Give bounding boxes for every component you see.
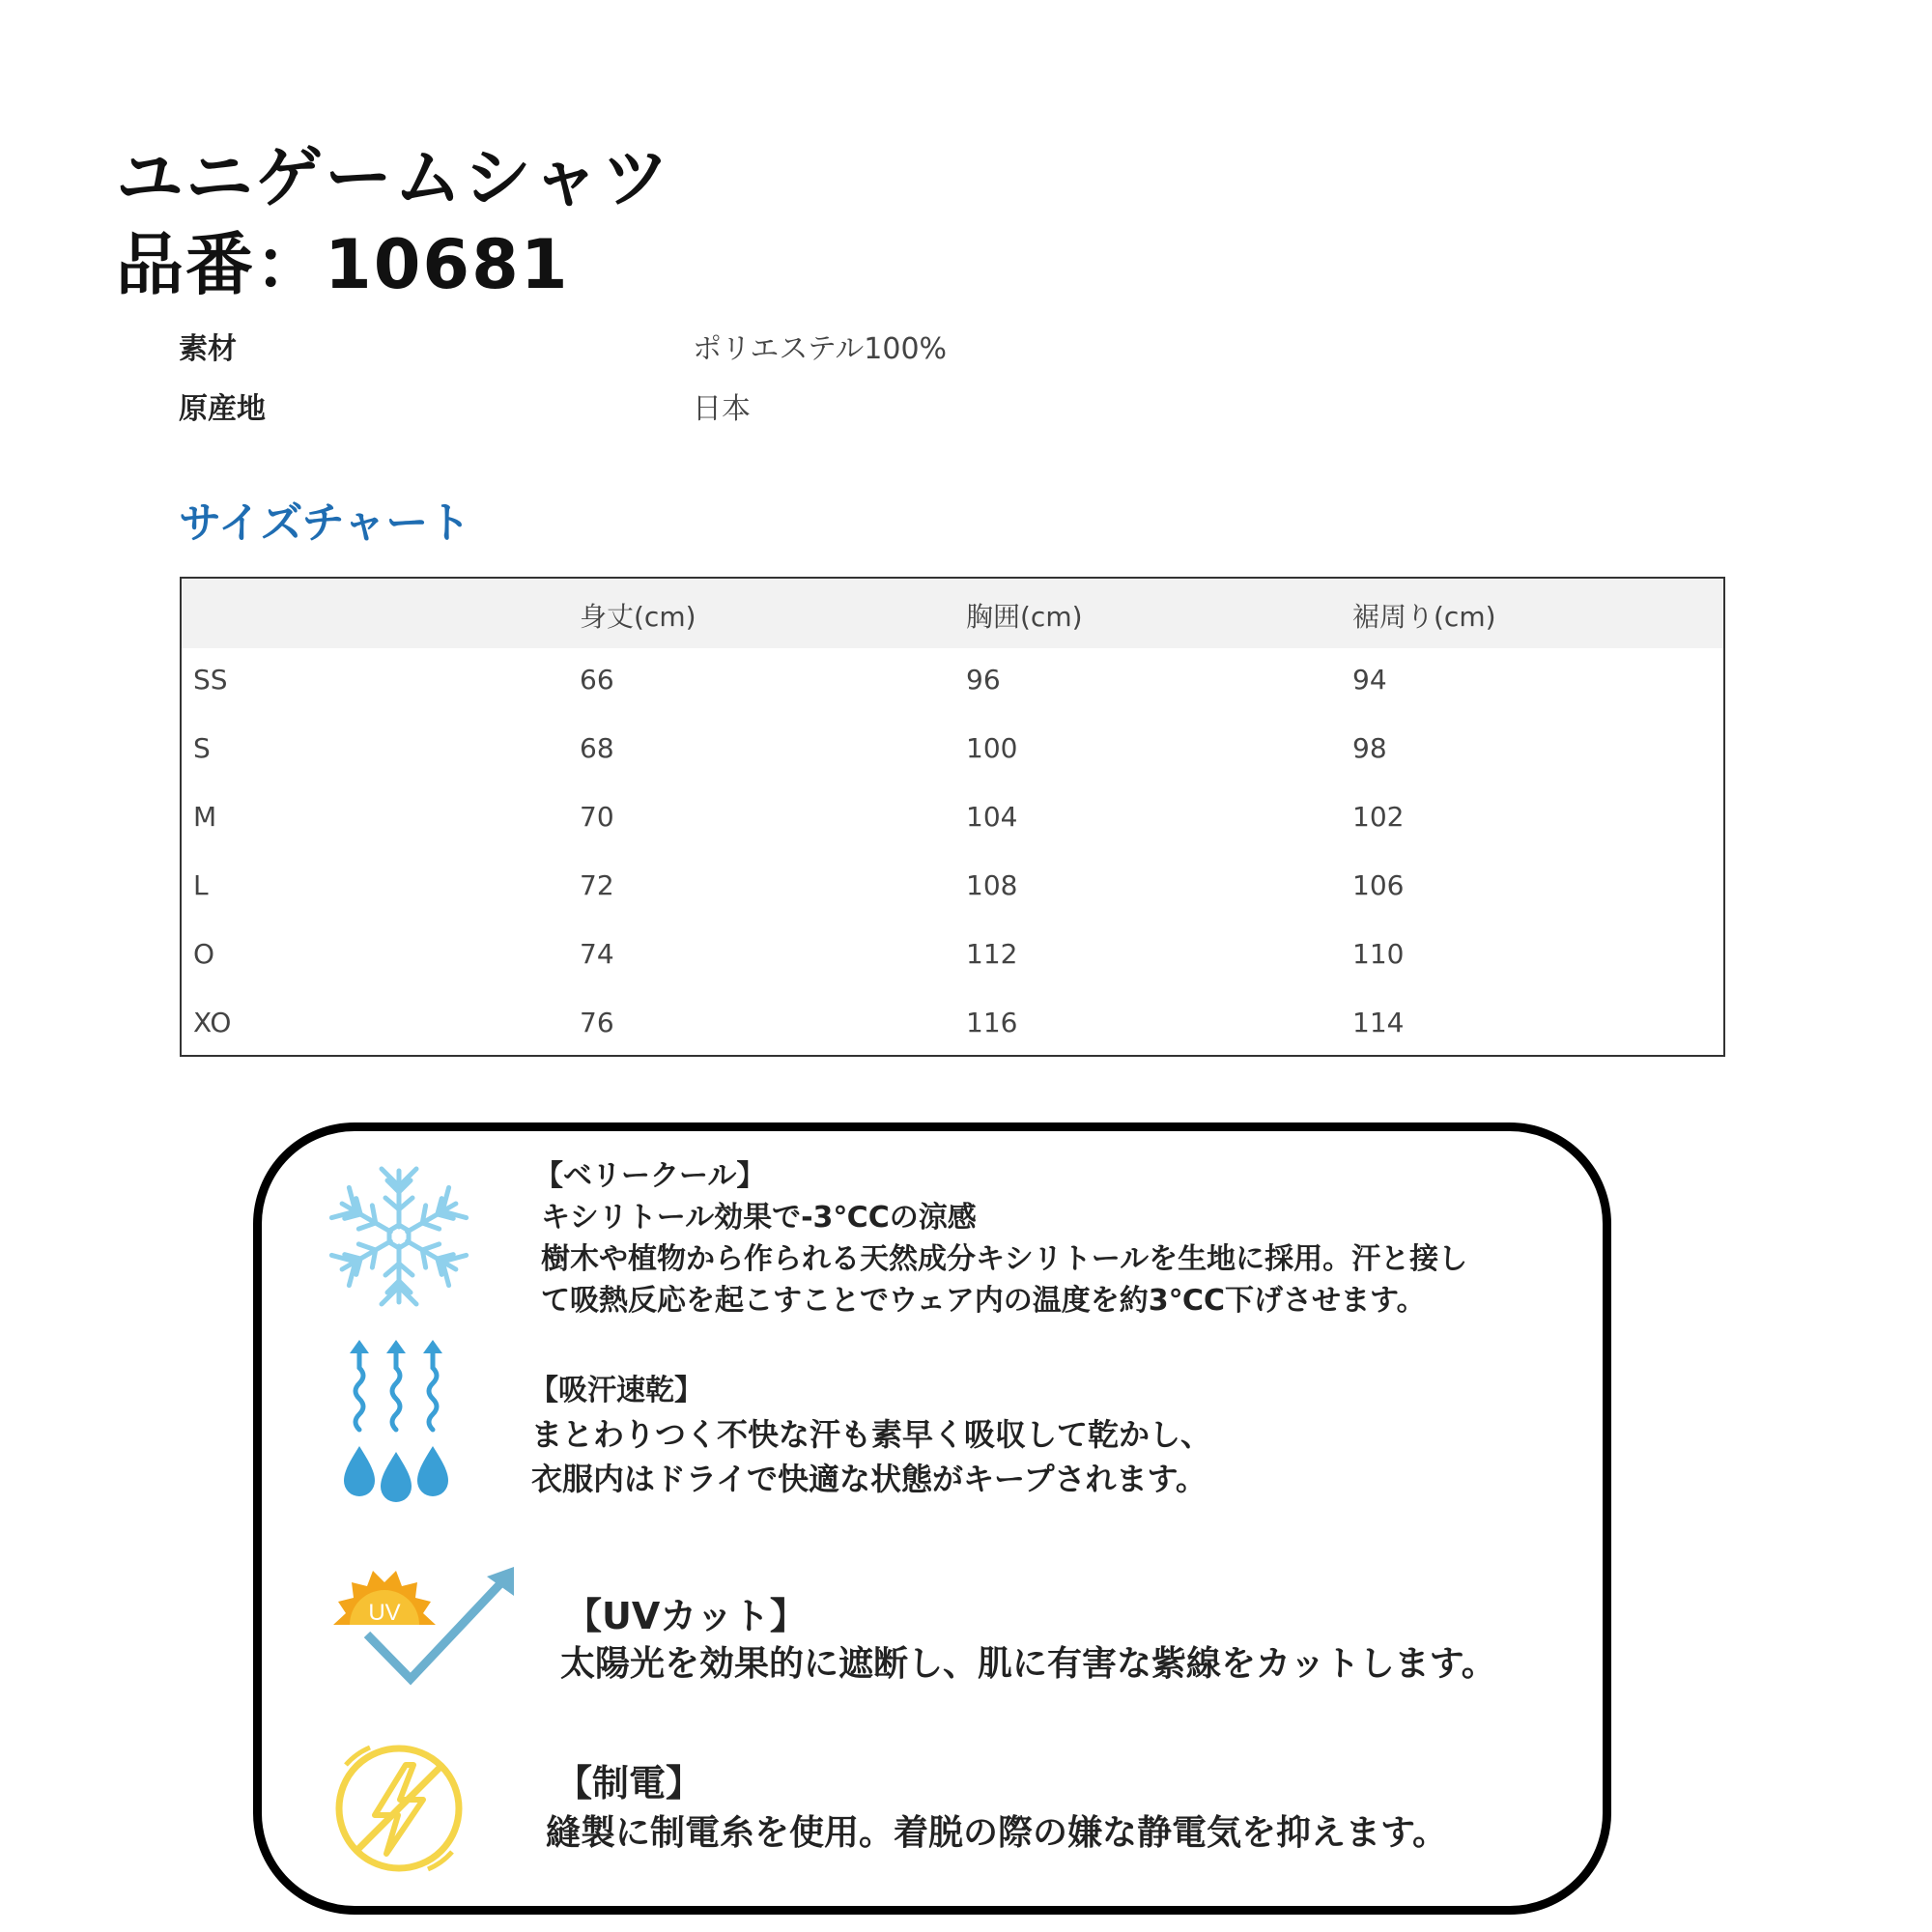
hem-cell: 106 [1352,869,1405,901]
column-header-chest: 胸囲(cm) [966,601,1083,633]
length-cell: 66 [580,664,614,696]
feature-cool-line: 樹木や植物から作られる天然成分キシリトールを生地に採用。汗と接し [541,1242,1468,1276]
feature-cool-line: キシリトール効果で-3℃Cの涼感 [541,1201,977,1235]
snowflake-icon [327,1164,471,1309]
spec-value-origin: 日本 [693,392,751,426]
feature-cool-title: 【ベリークール】 [534,1159,766,1193]
sweat-wicking-icon [340,1338,456,1507]
spec-label-material: 素材 [179,332,237,366]
hem-cell: 98 [1352,732,1387,764]
hem-cell: 102 [1352,801,1405,833]
product-name: ユニゲームシャツ [116,138,671,217]
feature-cool-line: て吸熱反応を起こすことでウェア内の温度を約3℃C下げさせます。 [541,1284,1426,1318]
product-code: 品番：10681 [116,225,570,304]
size-chart-heading: サイズチャート [179,498,471,548]
feature-uv-title: 【UVカット】 [565,1595,807,1637]
length-cell: 72 [580,869,614,901]
hem-cell: 114 [1352,1007,1405,1038]
column-header-hem: 裾周り(cm) [1352,601,1496,633]
spec-value-material: ポリエステル100% [693,332,948,366]
feature-static-title: 【制電】 [555,1762,703,1804]
feature-uv-line: 太陽光を効果的に遮断し、肌に有害な紫線をカットします。 [560,1644,1496,1684]
size-cell: S [193,732,211,764]
uv-cut-icon [328,1565,522,1695]
size-cell: SS [193,664,228,696]
size-cell: O [193,938,215,970]
chest-cell: 116 [966,1007,1018,1038]
length-cell: 76 [580,1007,614,1038]
length-cell: 74 [580,938,614,970]
size-cell: M [193,801,217,833]
anti-static-icon [327,1736,471,1881]
feature-dry-line: まとわりつく不快な汗も素早く吸収して乾かし、 [531,1416,1212,1453]
size-cell: XO [193,1007,232,1038]
uv-icon-label: UV [368,1600,401,1626]
chest-cell: 96 [966,664,1001,696]
column-header-length: 身丈(cm) [580,601,696,633]
feature-dry-title: 【吸汗速乾】 [529,1374,703,1407]
hem-cell: 94 [1352,664,1387,696]
chest-cell: 100 [966,732,1018,764]
hem-cell: 110 [1352,938,1405,970]
chest-cell: 104 [966,801,1018,833]
feature-static-line: 縫製に制電糸を使用。着脱の際の嫌な静電気を抑えます。 [546,1813,1448,1853]
size-table [180,577,1725,1057]
chest-cell: 108 [966,869,1018,901]
chest-cell: 112 [966,938,1018,970]
size-cell: L [193,869,209,901]
length-cell: 70 [580,801,614,833]
length-cell: 68 [580,732,614,764]
spec-label-origin: 原産地 [179,392,266,426]
feature-dry-line: 衣服内はドライで快適な状態がキープされます。 [531,1461,1207,1497]
